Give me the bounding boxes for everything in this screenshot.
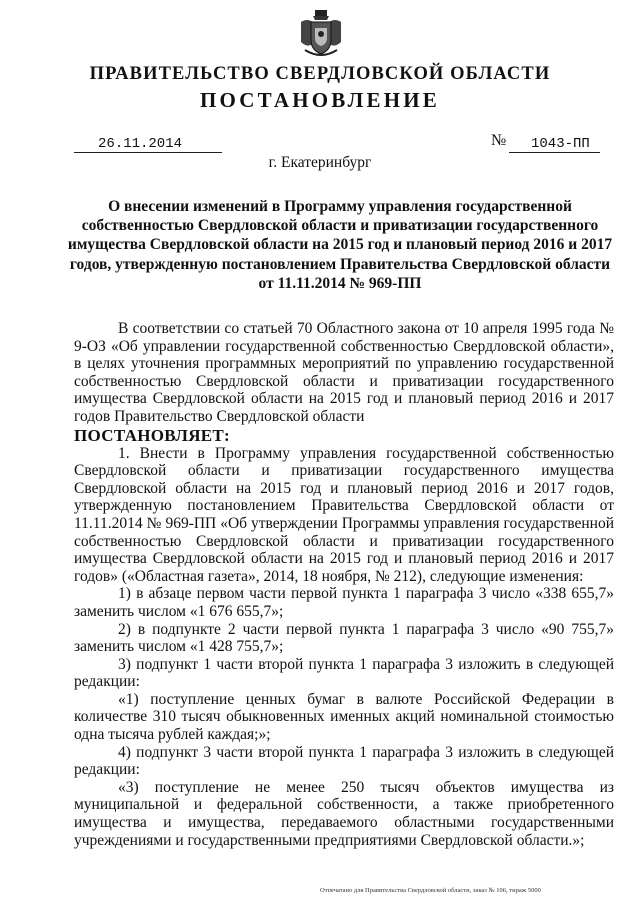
coat-of-arms-icon bbox=[293, 8, 349, 60]
paragraph-1-item-3: 3) подпункт 1 части второй пункта 1 параграфа 3 изложить в следующей редакции: bbox=[74, 655, 614, 691]
government-name: ПРАВИТЕЛЬСТВО СВЕРДЛОВСКОЙ ОБЛАСТИ bbox=[89, 64, 551, 84]
document-body bbox=[74, 320, 614, 849]
document-title: О внесении изменений в Программу управления государственной собственностью Свердловской области и приватизации государственного имущества Свердловской области на 2015 год и плановый период 2016 и 2017 годов, утвержденную постановлением Правительства Свердловской области от 11.11.2014 № 969-ПП bbox=[67, 198, 613, 292]
decree-date: 26.11.2014 bbox=[74, 135, 222, 153]
paragraph-1-item-4-text: «3) поступление не менее 250 тысяч объектов имущества из муниципальной и федеральной собственности, а также приобретенного имущества и имущества, передаваемого областными государственными учреждениями и государственными предприятиями Свердловской области.»; bbox=[74, 778, 614, 849]
decree-number: 1043-ПП bbox=[509, 135, 600, 153]
number-sign: № bbox=[491, 132, 507, 149]
paragraph-1: 1. Внести в Программу управления государственной собственностью Свердловской области и приватизации государственного имущества Свердловской области на 2015 год и плановый период 2016 и 2017 годов, утвержденную постановлением Правительства Свердловской области от 11.11.2014 № 969-ПП «Об утверждении Программы управления государственной собственностью Свердловской области и приватизации государственного имущества Свердловской области на 2015 год и плановый период 2016 и 2017 годов» («Областная газета», 2014, 18 ноября, № 212), следующие изменения: bbox=[74, 444, 614, 585]
paragraph-1-item-2: 2) в подпункте 2 части первой пункта 1 параграфа 3 число «90 755,7» заменить числом «1 428 755,7»; bbox=[74, 620, 614, 656]
city: г. Екатеринбург bbox=[268, 154, 372, 171]
paragraph-1-item-3-text: «1) поступление ценных бумаг в валюте Российской Федерации в количестве 310 тысяч обыкновенных именных акций номинальной стоимостью одна тысяча рублей каждая;»; bbox=[74, 690, 614, 744]
resolves-heading: ПОСТАНОВЛЯЕТ: bbox=[74, 425, 231, 445]
document-type: ПОСТАНОВЛЕНИЕ bbox=[199, 88, 441, 112]
intro-paragraph: В соответствии со статьей 70 Областного закона от 10 апреля 1995 года № 9-ОЗ «Об управлении государственной собственностью Свердловской области», в целях уточнения программных мероприятий по управлению государственной собственностью Свердловской области и приватизации государственного имущества Свердловской области на 2015 год и плановый период 2016 и 2017 годов Правительство Свердловской области bbox=[74, 320, 614, 425]
paragraph-1-item-1: 1) в абзаце первом части первой пункта 1 параграфа 3 число «338 655,7» заменить числом «1 676 655,7»; bbox=[74, 585, 614, 620]
print-footer: Отпечатано для Правительства Свердловской области, заказ № 106, тираж 5000 bbox=[320, 887, 541, 894]
paragraph-1-item-4: 4) подпункт 3 части второй пункта 1 параграфа 3 изложить в следующей редакции: bbox=[74, 743, 614, 779]
